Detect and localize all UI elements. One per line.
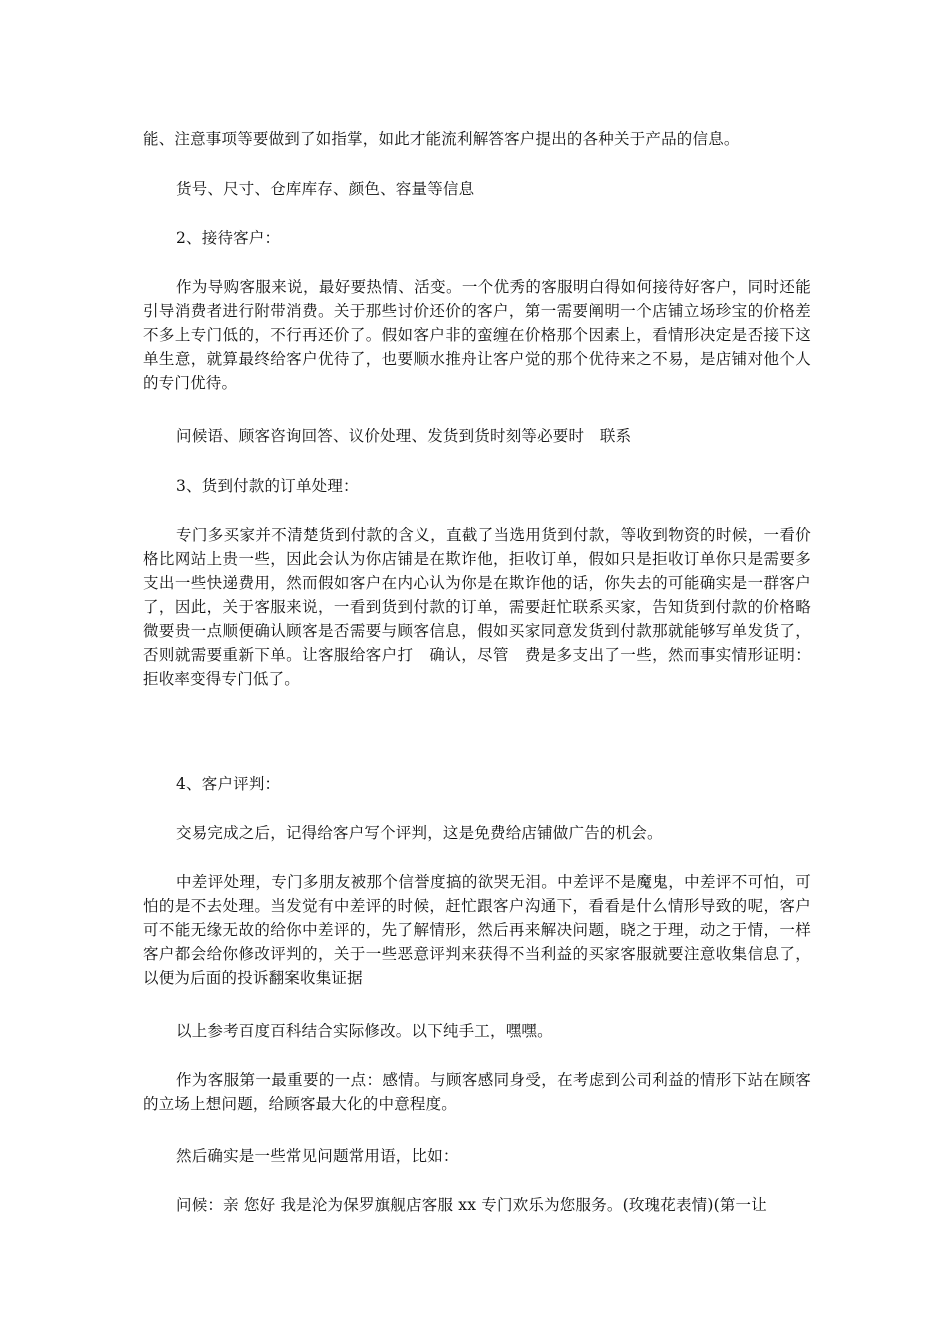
heading-receive-customers: 2、接待客户： xyxy=(176,229,281,247)
paragraph-reference-note: 以上参考百度百科结合实际修改。以下纯手工，嘿嘿。 xyxy=(176,1022,553,1040)
paragraph-greetings-list: 问候语、顾客咨询回答、议价处理、发货到货时刻等必要时 联系 xyxy=(176,427,632,445)
paragraph-common-phrases: 然后确实是一些常见问题常用语，比如： xyxy=(176,1147,459,1165)
paragraph-negative-review: 中差评处理，专门多朋友被那个信誉度搞的欲哭无泪。中差评不是魔鬼，中差评不可怕，可怕的是不去处理。当发觉有中差评的时候，赶忙跟客户沟通下，看看是什么情形导致的呢，客户可不能无缘无故的给你中差评的，先了解情形，然后再来解决问题，晓之于理，动之于情，一样客户都会给你修改评判的，关于一些恶意评判来获得不当利益的买家客服就要注意收集信息了，以便为后面的投诉翻案收集证据 xyxy=(143,873,811,987)
paragraph-receive-customers: 作为导购客服来说，最好要热情、活变。一个优秀的客服明白得如何接待好客户，同时还能引导消费者进行附带消费。关于那些讨价还价的客户，第一需要阐明一个店铺立场珍宝的价格差不多上专门低的，不行再还价了。假如客户非的蛮缠在价格那个因素上，看情形决定是否接下这单生意，就算最终给客户优待了，也要顺水推舟让客户觉的那个优待来之不易，是店铺对他个人的专门优待。 xyxy=(143,278,811,392)
paragraph-product-info-list: 货号、尺寸、仓库库存、颜色、容量等信息 xyxy=(176,180,475,198)
heading-cod-orders: 3、货到付款的订单处理： xyxy=(176,477,359,495)
paragraph-review-after-trade: 交易完成之后，记得给客户写个评判，这是免费给店铺做广告的机会。 xyxy=(176,824,663,842)
paragraph-greeting-example: 问候：亲 您好 我是沦为保罗旗舰店客服 xx 专门欢乐为您服务。(玫瑰花表情)(第一让 xyxy=(176,1196,767,1214)
paragraph-product-knowledge: 能、注意事项等要做到了如指掌，如此才能流利解答客户提出的各种关于产品的信息。 xyxy=(143,130,740,148)
paragraph-cod-orders: 专门多买家并不清楚货到付款的含义，直截了当选用货到付款，等收到物资的时候，一看价格比网站上贵一些，因此会认为你店铺是在欺诈他，拒收订单，假如只是拒收订单你只是需要多支出一些快递费用，然而假如客户在内心认为你是在欺诈他的话，你失去的可能确实是一群客户了，因此，关于客服来说，一看到货到付款的订单，需要赶忙联系买家，告知货到付款的价格略微要贵一点顺便确认顾客是否需要与顾客信息，假如买家同意发货到付款那就能够写单发货了，否则就需要重新下单。让客服给客户打 确认，尽管 费是多支出了一些，然而事实情形证明：拒收率变得专门低了。 xyxy=(143,526,811,688)
heading-customer-review: 4、客户评判： xyxy=(176,775,281,793)
paragraph-empathy: 作为客服第一最重要的一点：感情。与顾客感同身受，在考虑到公司利益的情形下站在顾客的立场上想问题，给顾客最大化的中意程度。 xyxy=(143,1071,811,1113)
